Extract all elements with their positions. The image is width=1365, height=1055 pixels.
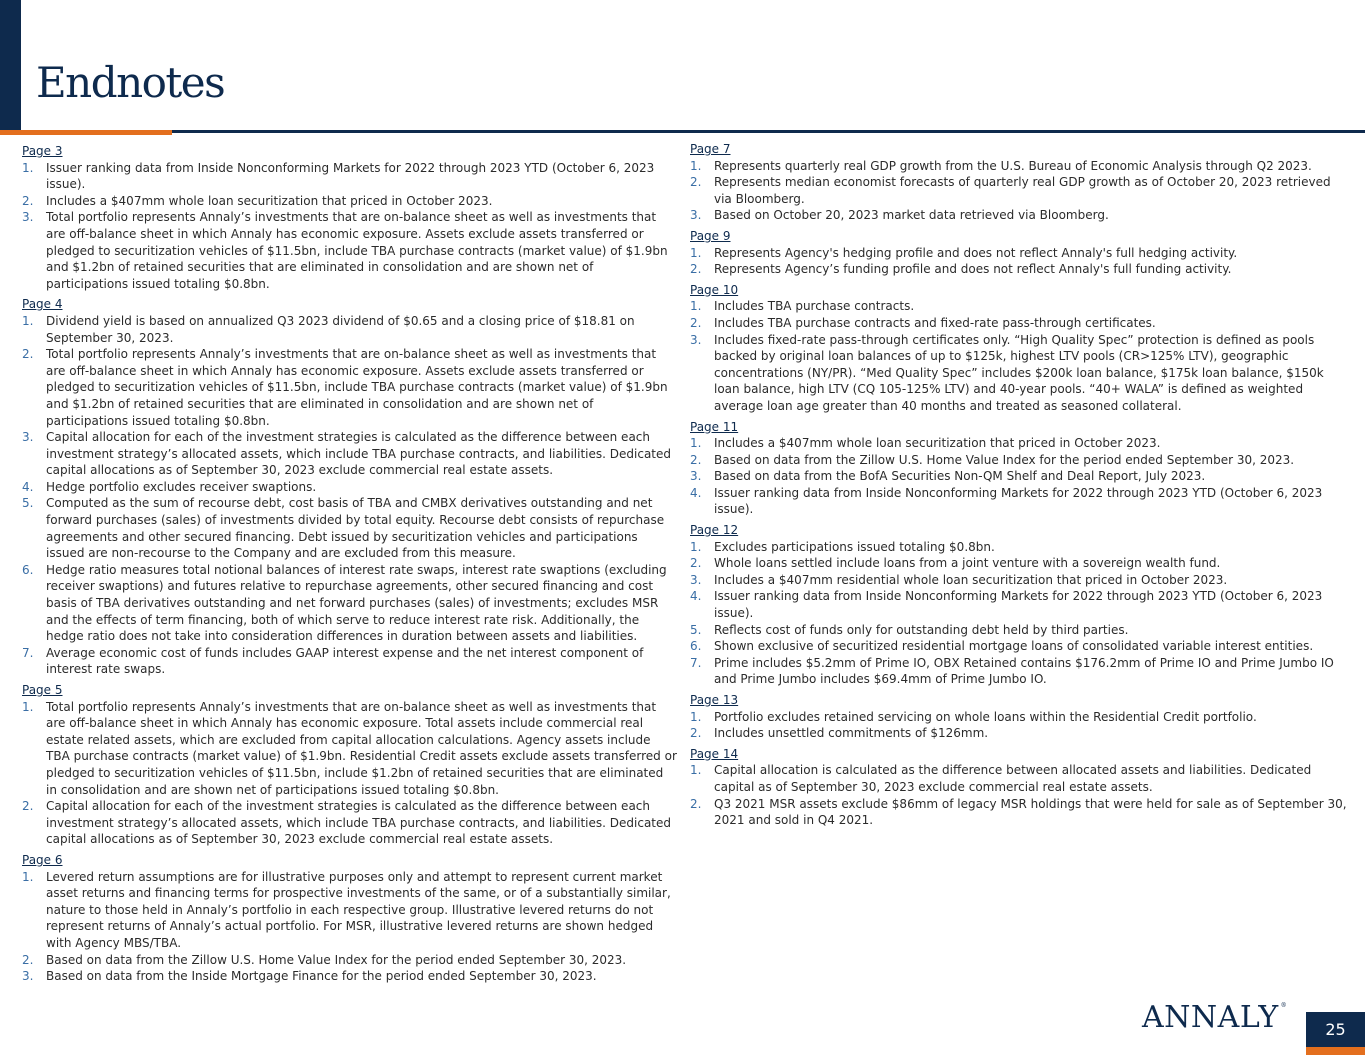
endnote-list <box>690 539 1348 688</box>
endnote-number: 3. <box>690 572 702 587</box>
page-number-accent <box>1306 1047 1365 1055</box>
endnote-section <box>690 746 1348 829</box>
endnote-text: Includes a $407mm whole loan securitization that priced in October 2023. <box>714 436 1161 451</box>
endnote-text: Whole loans settled include loans from a joint venture with a sovereign wealth fund. <box>714 556 1221 571</box>
header-rule <box>0 130 1365 133</box>
endnote-text: Capital allocation for each of the investment strategies is calculated as the difference between each investment strategy’s allocated assets, which include TBA purchase contracts, and liabilities. Dedicated capital allocations as of September 30, 2023 exclude commercial real estate assets. <box>46 799 672 847</box>
page-title: Endnotes <box>36 58 225 107</box>
endnote-number: 1. <box>22 160 34 175</box>
page-reference-link[interactable]: Page 12 <box>690 523 739 538</box>
endnote-section <box>22 143 677 292</box>
endnote-number: 2. <box>690 556 702 571</box>
endnote-number: 1. <box>690 763 702 778</box>
endnote-text: Hedge ratio measures total notional balances of interest rate swaps, interest rate swaptions (excluding receiver swaptions) and futures relative to repurchase agreements, other secured financing and cost basis of TBA derivatives outstanding and net forward purchases (sales) of investments; excludes MSR and the effects of term financing, both of which serve to reduce interest rate risk. Additionally, the hedge ratio does not take into consideration differences in duration between assets and liabilities. <box>46 562 667 644</box>
endnote-item <box>690 261 1348 278</box>
endnote-item <box>690 332 1348 415</box>
endnote-number: 3. <box>22 430 34 445</box>
endnote-text: Dividend yield is based on annualized Q3 2023 dividend of $0.65 and a closing price of $18.81 on September 30, 2023. <box>46 313 635 345</box>
endnote-section <box>690 419 1348 519</box>
page-reference-link[interactable]: Page 10 <box>690 282 739 297</box>
endnote-text: Issuer ranking data from Inside Nonconforming Markets for 2022 through 2023 YTD (October 6, 2023 issue). <box>714 589 1323 621</box>
endnote-item <box>22 562 677 645</box>
endnote-text: Represents Agency's hedging profile and does not reflect Annaly's full hedging activity. <box>714 245 1238 260</box>
endnote-text: Reflects cost of funds only for outstanding debt held by third parties. <box>714 622 1129 637</box>
endnote-list <box>690 245 1348 278</box>
endnote-item <box>690 796 1348 829</box>
endnote-item <box>22 209 677 292</box>
endnote-number: 1. <box>690 436 702 451</box>
endnote-item <box>690 725 1348 742</box>
endnote-number: 1. <box>22 313 34 328</box>
annaly-logo <box>1142 1000 1288 1035</box>
endnote-number: 7. <box>22 645 34 660</box>
endnote-item <box>690 655 1348 688</box>
endnote-text: Represents quarterly real GDP growth from the U.S. Bureau of Economic Analysis through Q2 2023. <box>714 158 1312 173</box>
endnote-item <box>690 572 1348 589</box>
endnote-item <box>690 709 1348 726</box>
endnote-text: Includes TBA purchase contracts. <box>714 299 915 314</box>
endnote-item <box>22 699 677 799</box>
endnote-text: Based on data from the Inside Mortgage Finance for the period ended September 30, 2023. <box>46 969 597 984</box>
endnote-list <box>22 699 677 848</box>
endnote-number: 6. <box>690 639 702 654</box>
endnote-number: 3. <box>690 332 702 347</box>
endnote-number: 4. <box>690 589 702 604</box>
endnote-number: 2. <box>22 799 34 814</box>
endnote-number: 1. <box>690 709 702 724</box>
endnote-list <box>690 298 1348 414</box>
endnote-section <box>22 682 677 848</box>
endnote-text: Capital allocation is calculated as the difference between allocated assets and liabilities. Dedicated capital as of September 30, 2023 exclude commercial real estate assets. <box>714 763 1312 794</box>
endnote-section <box>690 692 1348 742</box>
endnote-number: 2. <box>690 315 702 330</box>
endnote-item <box>690 539 1348 556</box>
endnote-number: 2. <box>690 262 702 277</box>
page-reference-link[interactable]: Page 11 <box>690 419 739 434</box>
endnote-item <box>22 193 677 210</box>
endnote-list <box>22 313 677 678</box>
endnote-item <box>22 869 677 952</box>
endnote-item <box>22 798 677 848</box>
endnote-text: Excludes participations issued totaling $0.8bn. <box>714 539 995 554</box>
endnote-list <box>22 869 677 985</box>
endnote-number: 2. <box>690 452 702 467</box>
endnote-section <box>690 228 1348 278</box>
endnote-item <box>22 313 677 346</box>
endnote-item <box>690 622 1348 639</box>
endnote-number: 5. <box>22 496 34 511</box>
endnote-text: Computed as the sum of recourse debt, cost basis of TBA and CMBX derivatives outstanding and net forward purchases (sales) of investments divided by total equity. Recourse debt consists of repurchase agreements and other secured financing. Debt issued by securitization vehicles and participations issued are non-recourse to the Company and are excluded from this measure. <box>46 496 665 561</box>
endnote-item <box>690 468 1348 485</box>
endnote-text: Issuer ranking data from Inside Nonconforming Markets for 2022 through 2023 YTD (October 6, 2023 issue). <box>46 160 655 192</box>
endnote-text: Includes fixed-rate pass-through certificates only. “High Quality Spec” protection is defined as pools backed by original loan balances of up to $125k, highest LTV pools (CR>125% LTV), geographic concentrations (NY/PR). “Med Quality Spec” includes $200k loan balance, $175k loan balance, $150k loan balance, high LTV (CQ 105-125% LTV) and 40-year pools. “40+ WALA” is defined as weighted average loan age greater than 40 months and treated as seasoned collateral. <box>714 332 1324 413</box>
endnote-number: 2. <box>22 193 34 208</box>
endnote-item <box>22 429 677 479</box>
page-reference-link[interactable]: Page 7 <box>690 142 731 156</box>
left-accent-bar <box>0 0 21 130</box>
endnote-text: Includes a $407mm whole loan securitization that priced in October 2023. <box>46 193 493 208</box>
endnote-text: Based on data from the Zillow U.S. Home Value Index for the period ended September 30, 2023. <box>714 452 1295 467</box>
endnote-list <box>690 435 1348 518</box>
endnote-number: 7. <box>690 655 702 670</box>
endnote-number: 2. <box>690 175 702 190</box>
page-reference-link[interactable]: Page 4 <box>22 297 63 312</box>
page-reference-link[interactable]: Page 13 <box>690 693 739 707</box>
endnote-number: 5. <box>690 622 702 637</box>
page-reference-link[interactable]: Page 6 <box>22 852 63 867</box>
endnote-item <box>690 315 1348 332</box>
endnote-text: Based on data from the Zillow U.S. Home Value Index for the period ended September 30, 2023. <box>46 952 627 967</box>
endnote-number: 2. <box>22 347 34 362</box>
registered-mark: ® <box>1280 1002 1288 1009</box>
endnote-list <box>690 762 1348 828</box>
endnote-item <box>22 160 677 193</box>
endnote-number: 3. <box>690 208 702 223</box>
endnote-text: Hedge portfolio excludes receiver swaptions. <box>46 479 317 494</box>
page-reference-link[interactable]: Page 14 <box>690 746 739 761</box>
endnotes-left-column <box>22 143 677 989</box>
endnote-item <box>690 435 1348 452</box>
endnote-number: 1. <box>22 699 34 714</box>
endnote-list <box>690 709 1348 742</box>
header-rule-accent <box>0 130 172 135</box>
endnote-number: 1. <box>690 299 702 314</box>
endnote-number: 2. <box>22 952 34 967</box>
endnote-number: 6. <box>22 562 34 577</box>
endnote-item <box>22 645 677 678</box>
endnote-section <box>690 522 1348 688</box>
endnote-number: 3. <box>690 469 702 484</box>
endnote-list <box>22 160 677 293</box>
page-number: 25 <box>1306 1012 1365 1047</box>
endnote-item <box>690 207 1348 224</box>
endnote-item <box>22 479 677 496</box>
endnote-item <box>690 452 1348 469</box>
endnote-number: 4. <box>690 485 702 500</box>
endnote-text: Q3 2021 MSR assets exclude $86mm of legacy MSR holdings that were held for sale as of September 30, 2021 and sold in Q4 2021. <box>714 796 1347 828</box>
endnote-item <box>22 346 677 429</box>
logo-text: ANNALY <box>1142 1000 1279 1035</box>
endnote-text: Levered return assumptions are for illustrative purposes only and attempt to represent current market asset returns and financing terms for prospective investments of the same, or of a substantially similar, nature to those held in Annaly’s portfolio in each respective group. Illustrative levered returns do not represent returns of Annaly’s actual portfolio. For MSR, illustrative levered returns are shown hedged with Agency MBS/TBA. <box>46 869 671 950</box>
endnote-item <box>690 158 1348 175</box>
endnote-item <box>690 174 1348 207</box>
endnote-item <box>690 588 1348 621</box>
endnote-text: Represents median economist forecasts of quarterly real GDP growth as of October 20, 2023 retrieved via Bloomberg. <box>714 175 1331 206</box>
endnote-item <box>22 968 677 985</box>
endnote-number: 3. <box>22 969 34 984</box>
endnote-number: 4. <box>22 479 34 494</box>
endnote-text: Capital allocation for each of the investment strategies is calculated as the difference between each investment strategy’s allocated assets, which include TBA purchase contracts, and liabilities. Dedicated capital allocations as of September 30, 2023 exclude commercial real estate assets. <box>46 430 672 478</box>
endnote-text: Shown exclusive of securitized residential mortgage loans of consolidated variable interest entities. <box>714 639 1314 654</box>
endnote-item <box>690 245 1348 262</box>
endnote-text: Includes TBA purchase contracts and fixed-rate pass-through certificates. <box>714 315 1156 330</box>
endnote-number: 3. <box>22 210 34 225</box>
endnote-number: 2. <box>690 726 702 741</box>
page-reference-link[interactable]: Page 3 <box>22 144 63 158</box>
endnote-text: Total portfolio represents Annaly’s investments that are on-balance sheet as well as investments that are off-balance sheet in which Annaly has economic exposure. Assets exclude assets transferred or pledged to securitization vehicles of $11.5bn, include TBA purchase contracts (market value) of $1.9bn and $1.2bn of retained securities that are eliminated in consolidation and are shown net of participations issued totaling $0.8bn. <box>46 347 668 428</box>
endnote-item <box>22 495 677 561</box>
endnote-number: 1. <box>690 539 702 554</box>
endnotes-right-column <box>690 141 1348 833</box>
endnote-text: Based on October 20, 2023 market data retrieved via Bloomberg. <box>714 208 1109 223</box>
endnote-section <box>690 282 1348 415</box>
endnote-text: Average economic cost of funds includes GAAP interest expense and the net interest component of interest rate swaps. <box>46 645 644 677</box>
endnote-list <box>690 158 1348 224</box>
endnote-item <box>690 485 1348 518</box>
endnote-text: Prime includes $5.2mm of Prime IO, OBX Retained contains $176.2mm of Prime IO and Prime Jumbo IO and Prime Jumbo includes $69.4mm of Prime Jumbo IO. <box>714 655 1334 687</box>
endnote-text: Issuer ranking data from Inside Nonconforming Markets for 2022 through 2023 YTD (October 6, 2023 issue). <box>714 485 1323 517</box>
endnote-text: Includes unsettled commitments of $126mm. <box>714 726 989 741</box>
endnote-section <box>22 296 677 678</box>
endnote-number: 1. <box>690 158 702 173</box>
page-reference-link[interactable]: Page 9 <box>690 228 731 243</box>
endnote-number: 1. <box>690 245 702 260</box>
endnote-text: Total portfolio represents Annaly’s investments that are on-balance sheet as well as investments that are off-balance sheet in which Annaly has economic exposure. Assets exclude assets transferred or pledged to securitization vehicles of $11.5bn, include TBA purchase contracts (market value) of $1.9bn and $1.2bn of retained securities that are eliminated in consolidation and are shown net of participations issued totaling $0.8bn. <box>46 210 668 291</box>
endnote-item <box>690 555 1348 572</box>
endnote-number: 2. <box>690 796 702 811</box>
endnote-section <box>22 852 677 985</box>
endnote-text: Total portfolio represents Annaly’s investments that are on-balance sheet as well as investments that are off-balance sheet in which Annaly has economic exposure. Total assets include commercial real estate related assets, which are excluded from capital allocation calculations. Agency assets include TBA purchase contracts (market value) of $1.9bn. Residential Credit assets exclude assets transferred or pledged to securitization vehicles of $11.5bn, include $1.2bn of retained securities that are eliminated in consolidation and are shown net of participations issued totaling $0.8bn. <box>46 699 677 797</box>
endnote-item <box>690 762 1348 795</box>
endnote-text: Portfolio excludes retained servicing on whole loans within the Residential Credit portfolio. <box>714 709 1257 724</box>
endnote-item <box>690 298 1348 315</box>
endnote-text: Includes a $407mm residential whole loan securitization that priced in October 2023. <box>714 572 1228 587</box>
endnote-text: Represents Agency’s funding profile and does not reflect Annaly's full funding activity. <box>714 262 1232 277</box>
endnote-number: 1. <box>22 869 34 884</box>
endnote-item <box>22 952 677 969</box>
endnote-text: Based on data from the BofA Securities Non-QM Shelf and Deal Report, July 2023. <box>714 469 1206 484</box>
endnote-section <box>690 141 1348 224</box>
endnote-item <box>690 638 1348 655</box>
page-reference-link[interactable]: Page 5 <box>22 683 63 697</box>
